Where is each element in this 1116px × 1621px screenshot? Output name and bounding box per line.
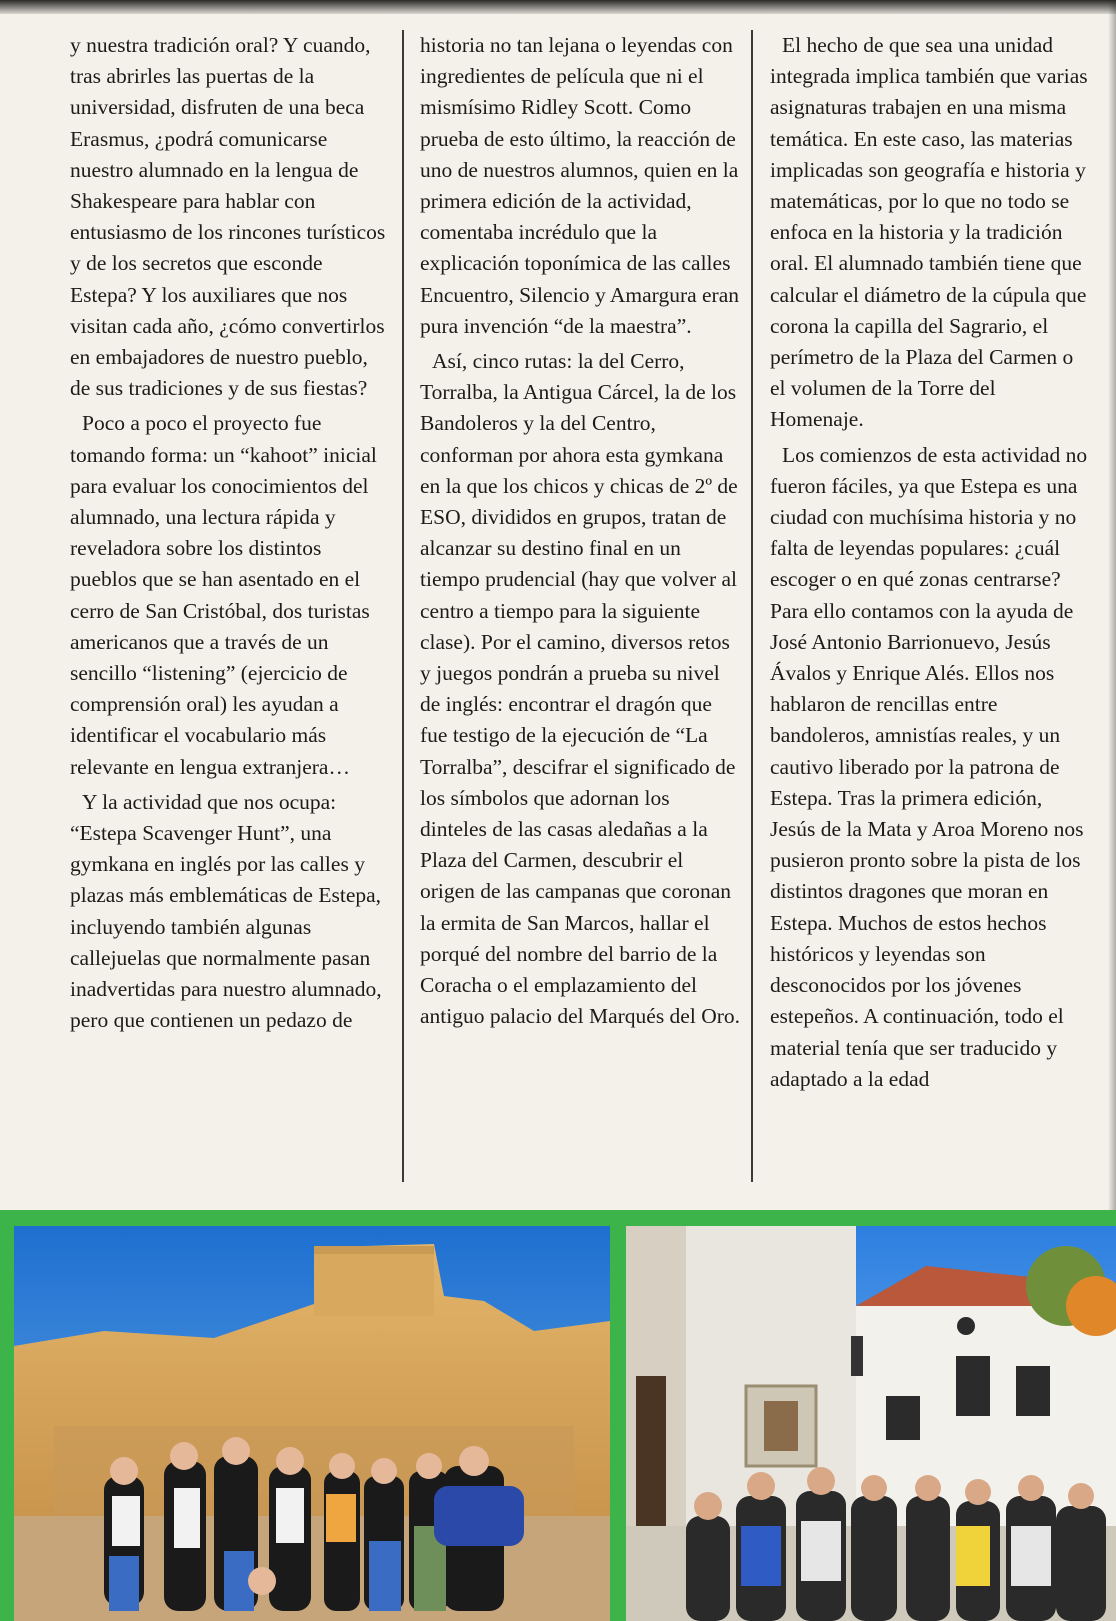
column-divider — [402, 30, 404, 1182]
photo-castle-group — [14, 1226, 610, 1621]
paragraph: Y la actividad que nos ocupa: “Estepa Scavenger Hunt”, una gymkana en inglés por las calles y plazas más emblemáticas de Estepa, incluyendo también algunas callejuelas que normalmente pasan inadvertidas para nuestro alumnado, pero que contienen un pedazo de — [70, 789, 382, 1033]
paragraph: Así, cinco rutas: la del Cerro, Torralba, la Antigua Cárcel, la de los Bandoleros y la del Centro, conforman por ahora esta gymkana en la que los chicos y chicas de 2º de ESO, divididos en grupos, tratan de alcanzar su destino final en un tiempo prudencial (hay que volver al centro a tiempo para la siguiente clase). Por el camino, diversos retos y juegos pondrán a prueba su nivel de inglés: encontrar el dragón que fue testigo de la ejecución de “La Torralba”, descifrar el significado de los símbolos que adornan los dinteles de las casas aledañas a la Plaza del Carmen, descubrir el origen de las campanas que coronan la ermita de San Marcos, hallar el porqué del nombre del barrio de la Coracha o el emplazamiento del antiguo palacio del Marqués del Oro. — [420, 349, 741, 1029]
paragraph: y nuestra tradición oral? Y cuando, tras abrirles las puertas de la universidad, disfruten de una beca Erasmus, ¿podrá comunicarse nuestro alumnado en la lengua de Shakespeare para hablar con entusiasmo de los rincones turísticos y de los secretos que esconde Estepa? Y los auxiliares que nos visitan cada año, ¿cómo convertirlos en embajadores de nuestro pueblo, de sus tradiciones y de sus fiestas? — [70, 33, 386, 401]
paragraph: El hecho de que sea una unidad integrada implica también que varias asignaturas trabajen en una misma temática. En este caso, las materias implicadas son geografía e historia y matemáticas, por lo que no todo se enfoca en la historia y la tradición oral. El alumnado también tiene que calcular el diámetro de la cúpula que corona la capilla del Sagrario, el perímetro de la Plaza del Carmen o el volumen de la Torre del Homenaje. — [770, 33, 1088, 432]
article-body — [0, 30, 1116, 1190]
article-column-3 — [770, 30, 1090, 1190]
article-column-2 — [420, 30, 740, 1190]
page-top-edge — [0, 0, 1116, 14]
photo-street-group — [626, 1226, 1116, 1621]
paragraph: Los comienzos de esta actividad no fueron fáciles, ya que Estepa es una ciudad con muchísima historia y no falta de leyendas populares: ¿cuál escoger o en qué zonas centrarse? Para ello contamos con la ayuda de José Antonio Barrionuevo, Jesús Ávalos y Enrique Alés. Ellos nos hablaron de rencillas entre bandoleros, amnistías reales, y un cautivo liberado por la patrona de Estepa. Tras la primera edición, Jesús de la Mata y Aroa Moreno nos pusieron pronto sobre la pista de los distintos dragones que moran en Estepa. Muchos de estos hechos históricos y leyendas son desconocidos por los jóvenes estepeños. A continuación, todo el material tenía que ser traducido y adaptado a la edad — [770, 442, 1088, 1091]
article-column-1 — [70, 30, 388, 1190]
paragraph: historia no tan lejana o leyendas con ingredientes de película que ni el mismísimo Ridley Scott. Como prueba de esto último, la reacción de uno de nuestros alumnos, quien en la primera edición de la actividad, comentaba incrédulo que la explicación toponímica de las calles Encuentro, Silencio y Amargura eran pura invención “de la maestra”. — [420, 33, 740, 338]
paragraph: Poco a poco el proyecto fue tomando forma: un “kahoot” inicial para evaluar los conocimientos del alumnado, una lectura rápida y reveladora sobre los distintos pueblos que se han asentado en el cerro de San Cristóbal, dos turistas americanos que a través de un sencillo “listening” (ejercicio de comprensión oral) les ayudan a identificar el vocabulario más relevante en lengua extranjera… — [70, 411, 377, 779]
column-divider — [751, 30, 753, 1182]
